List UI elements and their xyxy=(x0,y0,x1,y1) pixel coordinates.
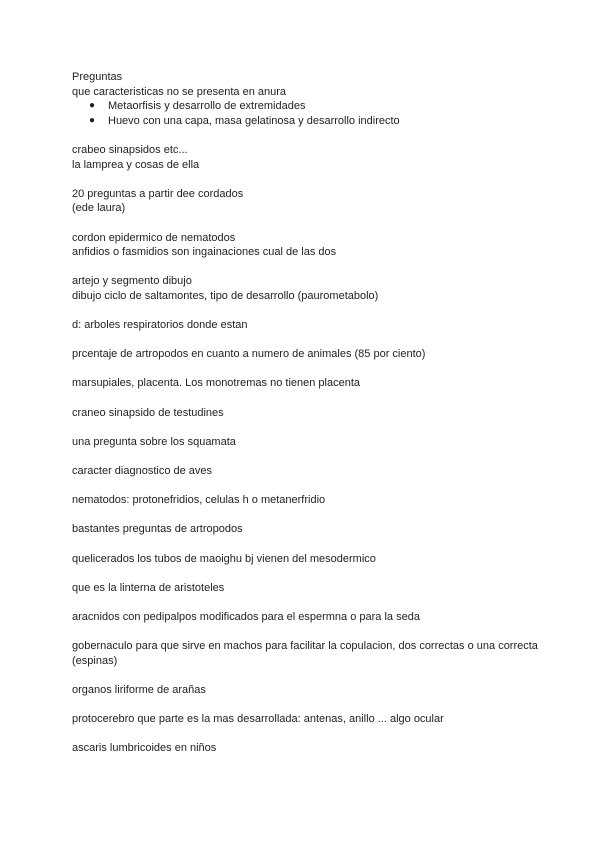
text-line: organos liriforme de arañas xyxy=(72,683,206,696)
block-anura xyxy=(72,70,540,128)
block-cordados xyxy=(72,187,540,216)
block-line xyxy=(72,712,540,727)
block-line xyxy=(72,435,540,450)
text-line: gobernaculo para que sirve en machos para facilitar la copulacion, dos correctas o una correcta (espinas) xyxy=(72,640,538,667)
block-line xyxy=(72,639,540,668)
text-line: una pregunta sobre los squamata xyxy=(72,435,236,448)
text-line: prcentaje de artropodos en cuanto a numero de animales (85 por ciento) xyxy=(72,348,426,361)
block-line xyxy=(72,610,540,625)
block-line xyxy=(72,347,540,362)
text-line: que caracteristicas no se presenta en anura xyxy=(72,85,287,98)
text-line: nematodos: protonefridios, celulas h o metanerfridio xyxy=(72,494,326,507)
block-crabeo xyxy=(72,143,540,172)
block-line xyxy=(72,683,540,698)
block-line xyxy=(72,376,540,391)
text-line: (ede laura) xyxy=(72,202,126,215)
text-line: 20 preguntas a partir dee cordados xyxy=(72,187,244,200)
text-line: crabeo sinapsidos etc... xyxy=(72,143,188,156)
block-line xyxy=(72,581,540,596)
block-line xyxy=(72,741,540,756)
block-artejo xyxy=(72,274,540,303)
text-line: que es la linterna de aristoteles xyxy=(72,581,225,594)
text-line: d: arboles respiratorios donde estan xyxy=(72,319,248,332)
block-line xyxy=(72,552,540,567)
text-line: marsupiales, placenta. Los monotremas no tienen placenta xyxy=(72,377,361,390)
block-line xyxy=(72,522,540,537)
bullet-item: ● Huevo con una capa, masa gelatinosa y desarrollo indirecto xyxy=(89,114,400,127)
text-line: quelicerados los tubos de maoighu bj vienen del mesodermico xyxy=(72,552,376,565)
bullet-dot-icon: ● xyxy=(89,114,96,126)
bullet-item: ● Metaorfisis y desarrollo de extremidades xyxy=(89,100,306,113)
block-line xyxy=(72,318,540,333)
bullet-dot-icon: ● xyxy=(89,100,96,112)
text-line: aracnidos con pedipalpos modificados para el espermna o para la seda xyxy=(72,610,420,623)
text-line: bastantes preguntas de artropodos xyxy=(72,523,243,536)
text-line: craneo sinapsido de testudines xyxy=(72,406,224,419)
text-line: caracter diagnostico de aves xyxy=(72,465,213,478)
block-line xyxy=(72,406,540,421)
text-line: anfidios o fasmidios son ingainaciones cual de las dos xyxy=(72,246,337,259)
heading-preguntas: Preguntas xyxy=(72,71,123,83)
block-line xyxy=(72,464,540,479)
block-nematodos xyxy=(72,231,540,260)
text-line: ascaris lumbricoides en niños xyxy=(72,742,217,755)
text-line: dibujo ciclo de saltamontes, tipo de desarrollo (paurometabolo) xyxy=(72,289,379,302)
text-line: protocerebro que parte es la mas desarrollada: antenas, anillo ... algo ocular xyxy=(72,713,444,726)
text-line: cordon epidermico de nematodos xyxy=(72,231,236,244)
block-line xyxy=(72,493,540,508)
bullet-list xyxy=(72,99,540,128)
text-line: la lamprea y cosas de ella xyxy=(72,158,200,171)
text-line: artejo y segmento dibujo xyxy=(72,275,192,288)
